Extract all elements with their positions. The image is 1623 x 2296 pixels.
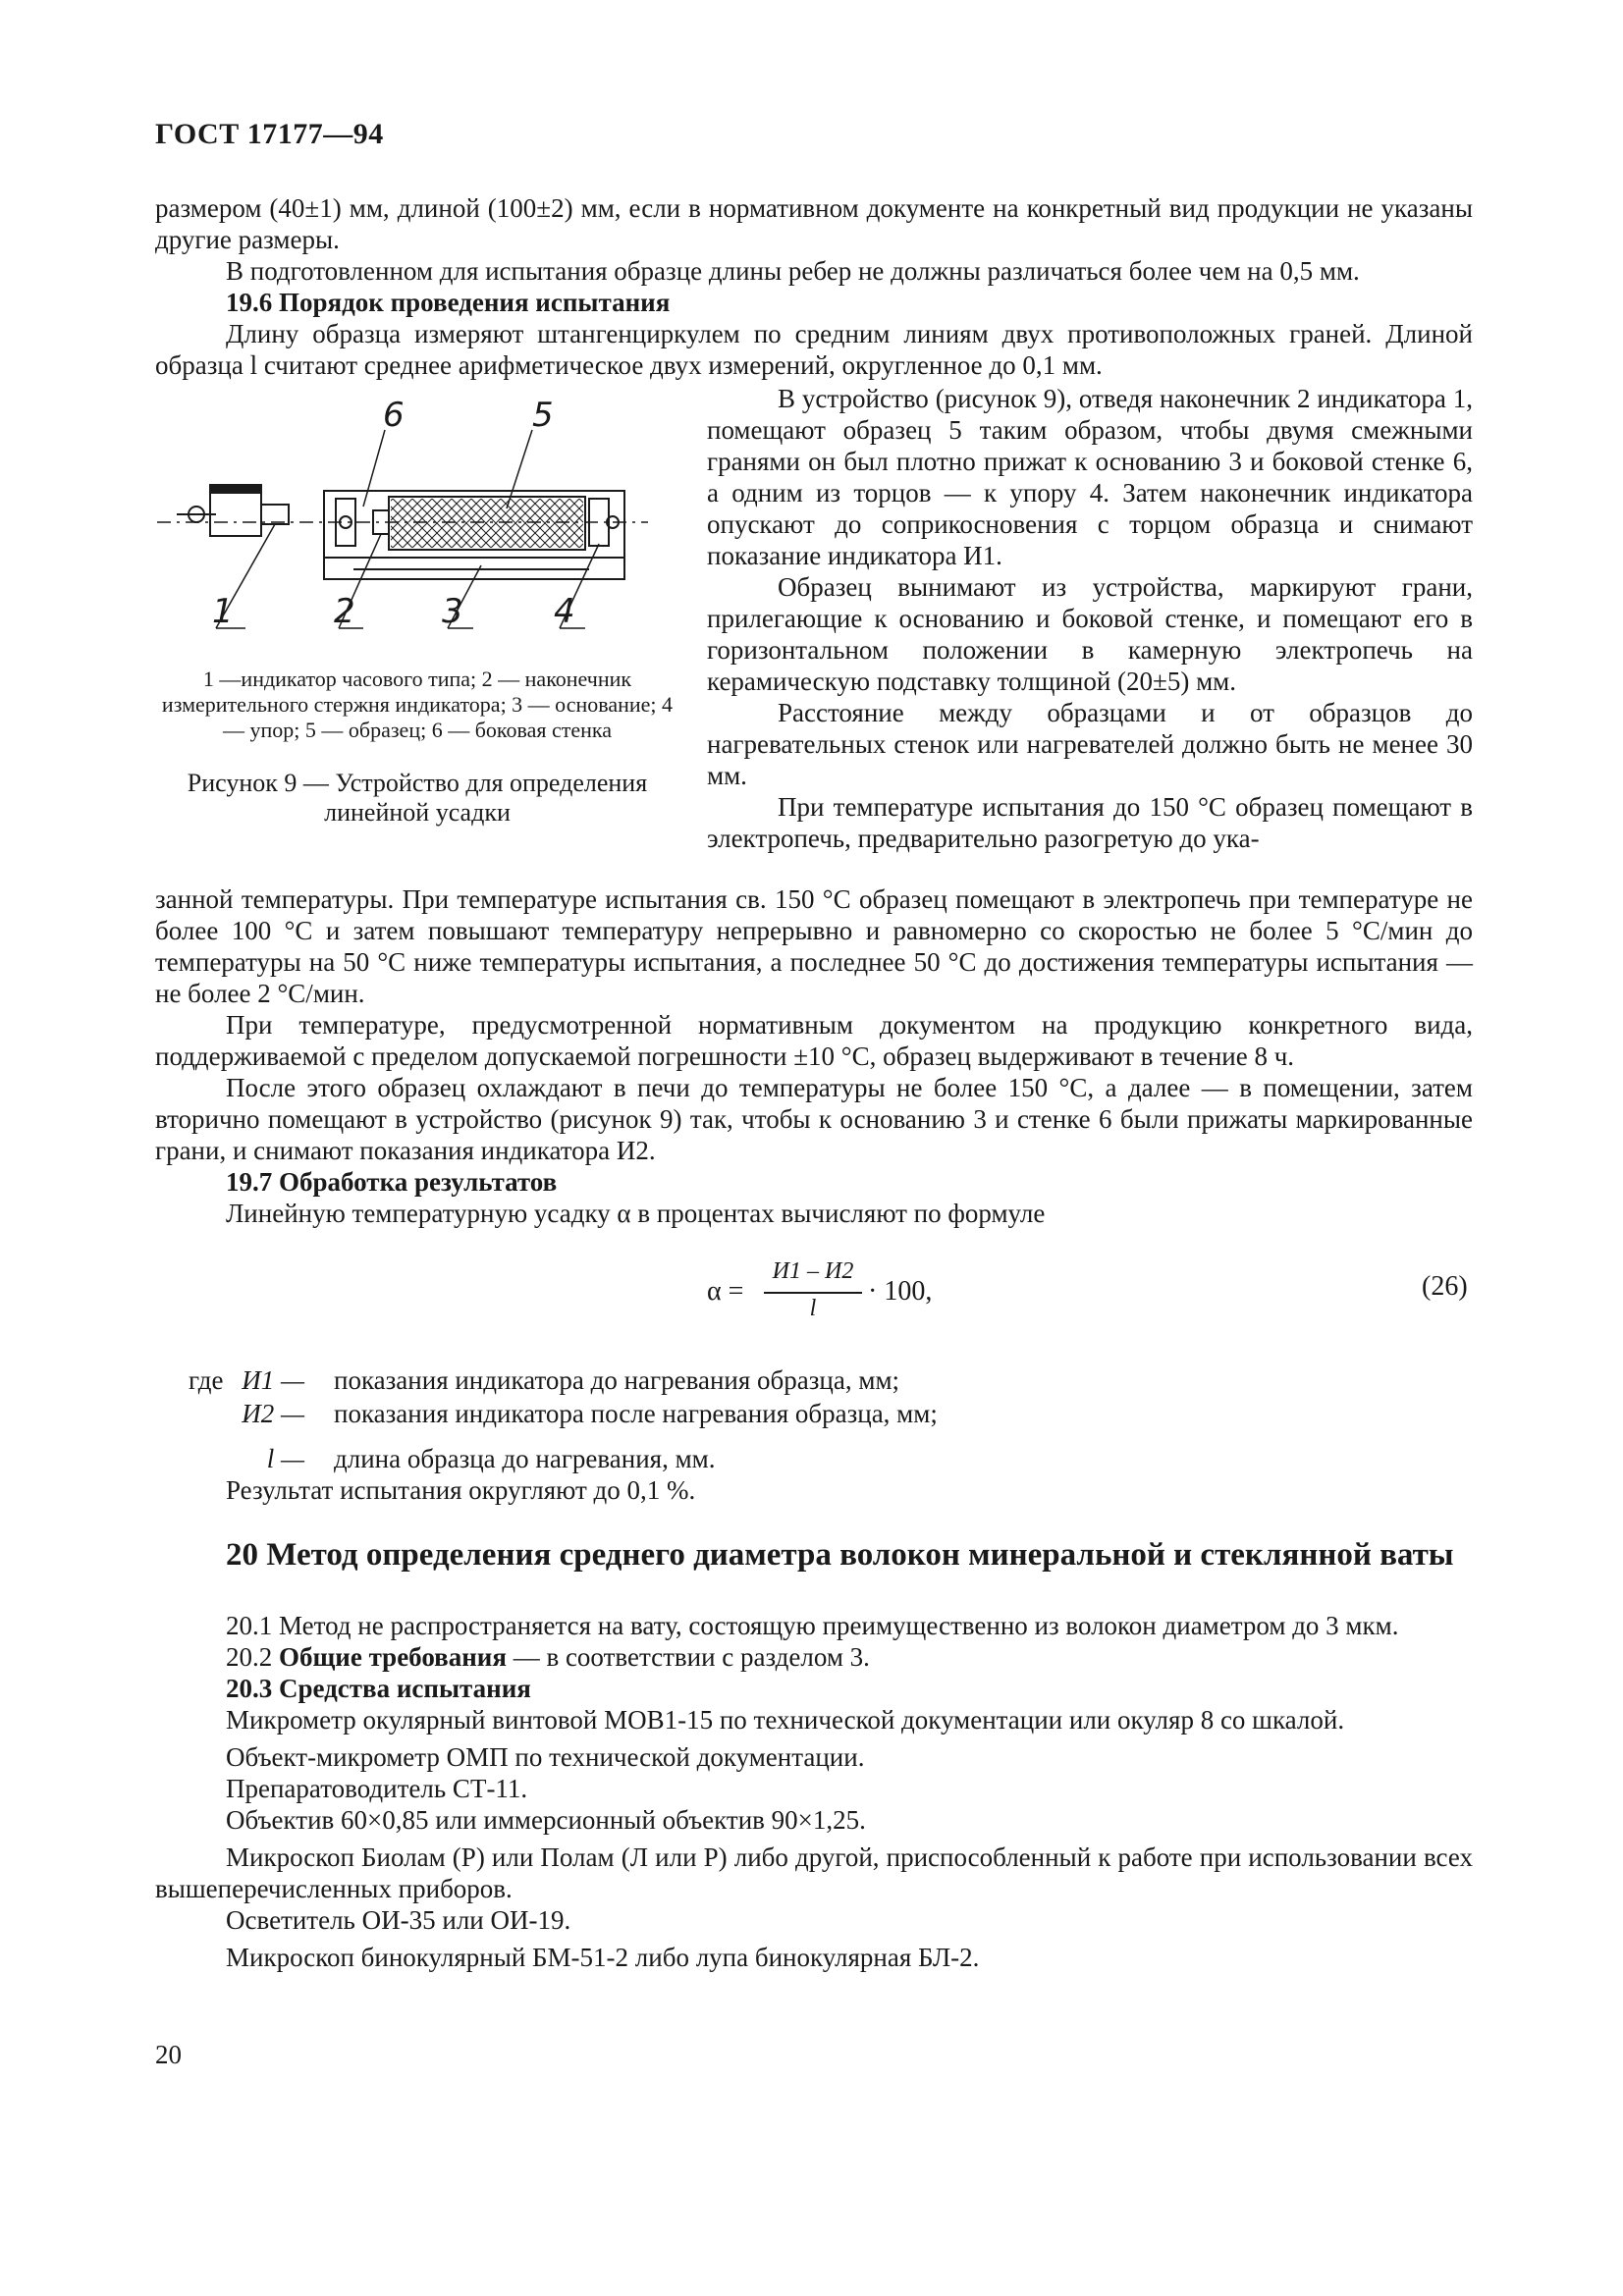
where-symbol-1: И1 — bbox=[242, 1365, 304, 1395]
paragraph-20-2 bbox=[155, 1641, 1473, 1673]
paragraph-temperature-start: При температуре испытания до 150 °С образец помещают в электропечь, предварительно разогретую до ука- bbox=[707, 792, 1473, 853]
paragraph-cooling: После этого образец охлаждают в печи до температуры не более 150 °С, а далее — в помещении, затем вторично помещают в устройство (рисунок 9) так, чтобы к основанию 3 и стенке 6 были прижаты маркированные грани, и снимают показания индикатора И2. bbox=[155, 1073, 1473, 1165]
section-20-body bbox=[155, 1610, 1473, 1973]
equipment-item: Микрометр окулярный винтовой МОВ1-15 по технической документации или окуляр 8 со шкалой. bbox=[226, 1705, 1345, 1735]
paragraph-20-1: 20.1 Метод не распространяется на вату, состоящую преимущественно из волокон диаметром до 3 мкм. bbox=[226, 1611, 1399, 1640]
equipment-item: Объектив 60×0,85 или иммерсионный объектив 90×1,25. bbox=[226, 1805, 866, 1835]
formula-denominator: l bbox=[809, 1296, 817, 1321]
page-number: 20 bbox=[155, 2040, 182, 2069]
figure-label-5: 5 bbox=[532, 396, 554, 435]
formula-numerator: И1 – И2 bbox=[772, 1258, 854, 1284]
device-drawing bbox=[157, 391, 677, 646]
paragraph-formula-intro: Линейную температурную усадку α в процентах вычисляют по формуле bbox=[226, 1199, 1046, 1228]
paragraph-hold: При температуре, предусмотренной нормативным документом на продукцию конкретного вида, поддерживаемой с пределом допускаемой погрешности ±10 °С, образец выдерживают в течение 8 ч. bbox=[155, 1010, 1473, 1071]
figure-label-2: 2 bbox=[334, 592, 355, 631]
figure-9 bbox=[157, 391, 677, 862]
equipment-item: Микроскоп бинокулярный БМ-51-2 либо лупа бинокулярная БЛ-2. bbox=[226, 1943, 980, 1972]
heading-19-7: 19.7 Обработка результатов bbox=[226, 1167, 558, 1197]
paragraph-heating: занной температуры. При температуре испытания св. 150 °С образец помещают в электропечь при температуре не более 100 °С и затем повышают температуру непрерывно и равномерно со скоростью не более 5 °С/мин до температуры на 50 °С ниже температуры испытания, а последнее 50 °С до достижения температуры испытания — не более 2 °С/мин. bbox=[155, 884, 1473, 1008]
paragraph-marking: Образец вынимают из устройства, маркируют грани, прилегающие к основанию и боковой стенке, и помещают его в горизонтальном положении в камерную электропечь на керамическую подставку толщиной (20±5) мм. bbox=[707, 572, 1473, 696]
figure-legend: 1 —индикатор часового типа; 2 — наконечник измерительного стержня индикатора; 3 — основание; 4 — упор; 5 — образец; 6 — боковая стенка bbox=[161, 667, 674, 742]
right-column-text bbox=[707, 383, 1473, 854]
where-text-3: длина образца до нагревания, мм. bbox=[334, 1444, 716, 1473]
paragraph-size: размером (40±1) мм, длиной (100±2) мм, если в нормативном документе на конкретный вид продукции не указаны другие размеры. bbox=[155, 193, 1473, 254]
top-text-block bbox=[155, 192, 1473, 381]
fraction-bar bbox=[764, 1292, 862, 1294]
equation-number: (26) bbox=[1422, 1271, 1468, 1302]
paragraph-placement: В устройство (рисунок 9), отведя наконечник 2 индикатора 1, помещают образец 5 таким образом, чтобы двумя смежными гранями он был плотно прижат к основанию 3 и боковой стенке 6, а одним из торцов — к упору 4. Затем наконечник индикатора опускают до соприкосновения с торцом образца и снимают показание индикатора И1. bbox=[707, 384, 1473, 570]
sample-hatching bbox=[391, 499, 583, 548]
paragraph-length: Длину образца измеряют штангенциркулем по средним линиям двух противоположных граней. Длиной образца l считают среднее арифметическое двух измерений, округленное до 0,1 мм. bbox=[155, 319, 1473, 380]
equipment-item: Осветитель ОИ-35 или ОИ-19. bbox=[226, 1905, 571, 1935]
where-symbol-3: l — bbox=[266, 1444, 304, 1473]
body-text-block bbox=[155, 883, 1473, 1229]
document-header: ГОСТ 17177—94 bbox=[155, 118, 384, 150]
result-rounding: Результат испытания округляют до 0,1 %. bbox=[226, 1475, 696, 1505]
section-20-title: 20 Метод определения среднего диаметра волокон минеральной и стеклянной ваты bbox=[226, 1537, 1454, 1573]
formula-26 bbox=[707, 1258, 1001, 1327]
general-requirements-term: Общие требования bbox=[279, 1642, 507, 1672]
heading-20-3: 20.3 Средства испытания bbox=[226, 1674, 531, 1703]
equipment-item: Микроскоп Биолам (Р) или Полам (Л или Р) либо другой, приспособленный к работе при использовании всех вышеперечисленных приборов. bbox=[155, 1842, 1473, 1903]
paragraph-edges: В подготовленном для испытания образце длины ребер не должны различаться более чем на 0,5 мм. bbox=[226, 256, 1360, 286]
formula-lhs: α = bbox=[707, 1276, 744, 1307]
figure-label-4: 4 bbox=[554, 592, 575, 631]
paragraph-distance: Расстояние между образцами и от образцов до нагревательных стенок или нагревателей должно быть не менее 30 мм. bbox=[707, 698, 1473, 790]
equipment-item: Объект-микрометр ОМП по технической документации. bbox=[226, 1742, 865, 1772]
indicator-knurl bbox=[210, 485, 261, 493]
figure-label-6: 6 bbox=[383, 396, 405, 435]
where-text-2: показания индикатора после нагревания образца, мм; bbox=[334, 1399, 938, 1428]
where-symbol-2: И2 — bbox=[242, 1399, 304, 1428]
figure-label-3: 3 bbox=[442, 592, 463, 631]
heading-19-6: 19.6 Порядок проведения испытания bbox=[226, 288, 671, 317]
where-prefix: где bbox=[189, 1365, 224, 1395]
clause-20-2-text: — в соответствии с разделом 3. bbox=[513, 1642, 870, 1672]
formula-tail: · 100, bbox=[868, 1276, 933, 1307]
figure-label-1: 1 bbox=[212, 592, 234, 631]
indicator-body bbox=[210, 491, 261, 536]
clause-20-2-number: 20.2 bbox=[226, 1642, 273, 1672]
where-text-1: показания индикатора до нагревания образца, мм; bbox=[334, 1365, 900, 1395]
equipment-item: Препаратоводитель СТ-11. bbox=[226, 1774, 528, 1803]
figure-title: Рисунок 9 — Устройство для определения линейной усадки bbox=[187, 769, 648, 827]
